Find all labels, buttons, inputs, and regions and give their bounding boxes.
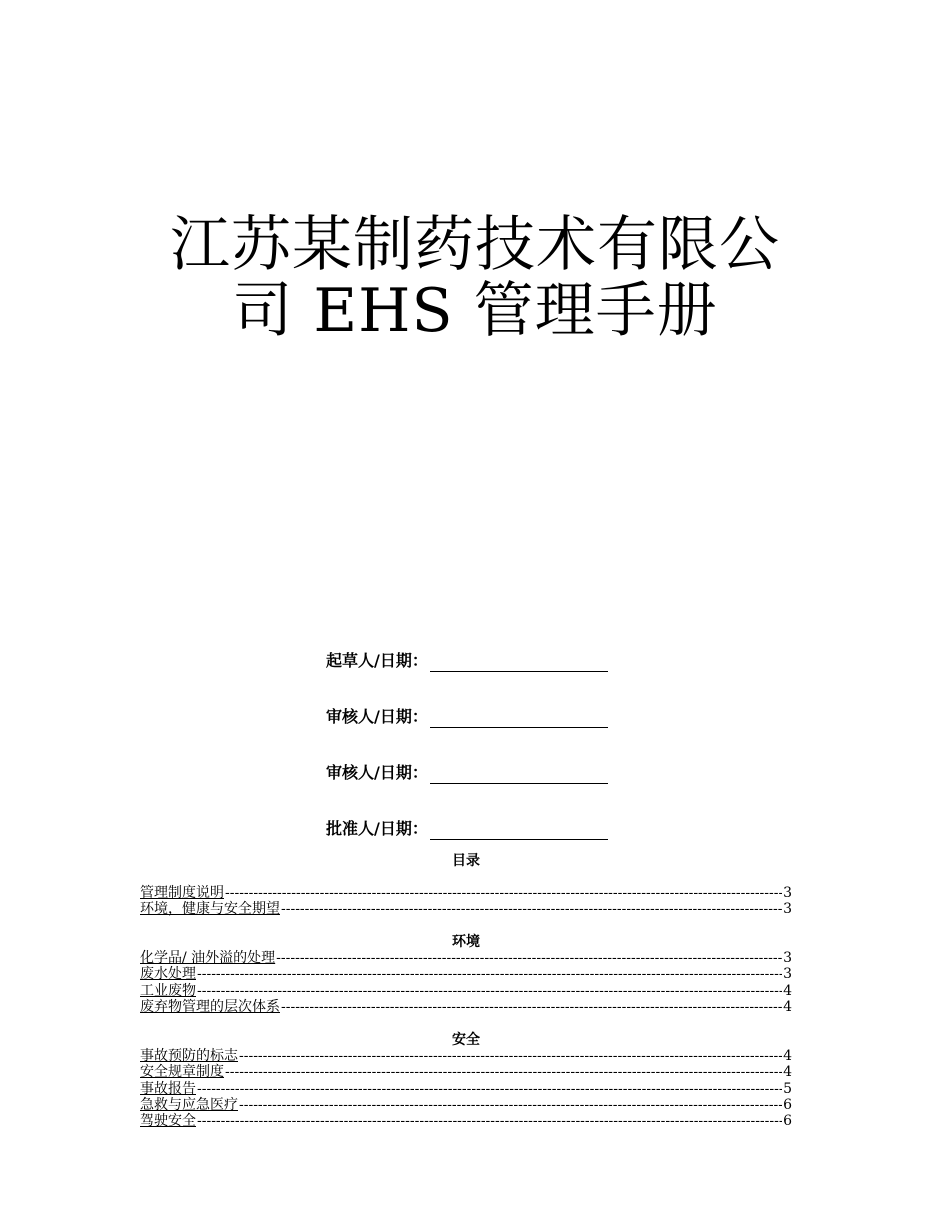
toc-item-title[interactable]: 管理制度说明 [140, 885, 224, 901]
signature-line [430, 653, 608, 672]
toc-item-page: 3 [783, 901, 792, 918]
toc-leader [239, 1097, 782, 1113]
signature-row-approver [326, 814, 608, 840]
signature-line [430, 765, 608, 784]
toc-item-page: 3 [783, 950, 792, 966]
toc-leader [197, 1113, 782, 1129]
toc-section-environment: 环境 [452, 934, 480, 950]
toc-item-title[interactable]: 环境，健康与安全期望 [140, 901, 280, 918]
toc-item[interactable] [140, 885, 792, 901]
signature-row-drafter [326, 646, 608, 672]
toc-item-page: 4 [783, 982, 792, 999]
toc-general-list [140, 885, 792, 918]
toc-item-title[interactable]: 事故预防的标志 [140, 1048, 238, 1064]
toc-leader [239, 1048, 782, 1064]
toc-heading: 目录 [452, 853, 480, 869]
toc-item[interactable] [140, 1081, 792, 1097]
title-line-2: 司 EHS 管理手册 [232, 276, 718, 346]
toc-leader [225, 1064, 782, 1080]
signature-label: 批准人/日期： [326, 819, 428, 838]
signature-label: 审核人/日期： [326, 763, 428, 782]
toc-leader [197, 966, 782, 982]
toc-item[interactable] [140, 1097, 792, 1113]
toc-section-safety: 安全 [452, 1032, 480, 1048]
title-line-1: 江苏某制药技术有限公 [170, 210, 780, 280]
toc-leader [276, 950, 782, 966]
toc-item-page: 4 [783, 998, 792, 1015]
toc-item-page: 5 [783, 1080, 792, 1097]
toc-item-page: 4 [783, 1064, 792, 1081]
signature-row-reviewer-2 [326, 758, 608, 784]
toc-item-page: 4 [783, 1048, 792, 1064]
toc-leader [197, 983, 782, 999]
document-title [120, 212, 830, 344]
toc-item-title[interactable]: 事故报告 [140, 1080, 196, 1097]
toc-item[interactable] [140, 1113, 792, 1129]
toc-item-title[interactable]: 工业废物 [140, 982, 196, 999]
toc-leader [197, 1081, 782, 1097]
toc-item-page: 3 [783, 885, 792, 901]
toc-item[interactable] [140, 950, 792, 966]
toc-item-title[interactable]: 化学品/ 油外溢的处理 [140, 950, 276, 966]
signature-line [430, 821, 608, 840]
toc-leader [225, 885, 782, 901]
toc-item-title[interactable]: 废弃物管理的层次体系 [140, 998, 280, 1015]
signature-row-reviewer-1 [326, 702, 608, 728]
toc-item-page: 6 [783, 1096, 792, 1113]
toc-item-title[interactable]: 急救与应急医疗 [140, 1096, 238, 1113]
toc-leader [281, 901, 782, 917]
toc-item[interactable] [140, 901, 792, 917]
toc-safety-list [140, 1048, 792, 1129]
signature-label: 审核人/日期： [326, 707, 428, 726]
toc-item[interactable] [140, 966, 792, 982]
toc-item[interactable] [140, 1048, 792, 1064]
toc-item[interactable] [140, 983, 792, 999]
signature-label: 起草人/日期： [326, 651, 428, 670]
toc-item-page: 6 [783, 1113, 792, 1130]
toc-item-title[interactable]: 安全规章制度 [140, 1064, 224, 1081]
toc-item-title[interactable]: 驾驶安全 [140, 1113, 196, 1130]
toc-leader [281, 999, 782, 1015]
toc-item-page: 3 [783, 966, 792, 983]
toc-item-title[interactable]: 废水处理 [140, 966, 196, 983]
toc-item[interactable] [140, 1064, 792, 1080]
toc-item[interactable] [140, 999, 792, 1015]
toc-environment-list [140, 950, 792, 1015]
signature-line [430, 709, 608, 728]
